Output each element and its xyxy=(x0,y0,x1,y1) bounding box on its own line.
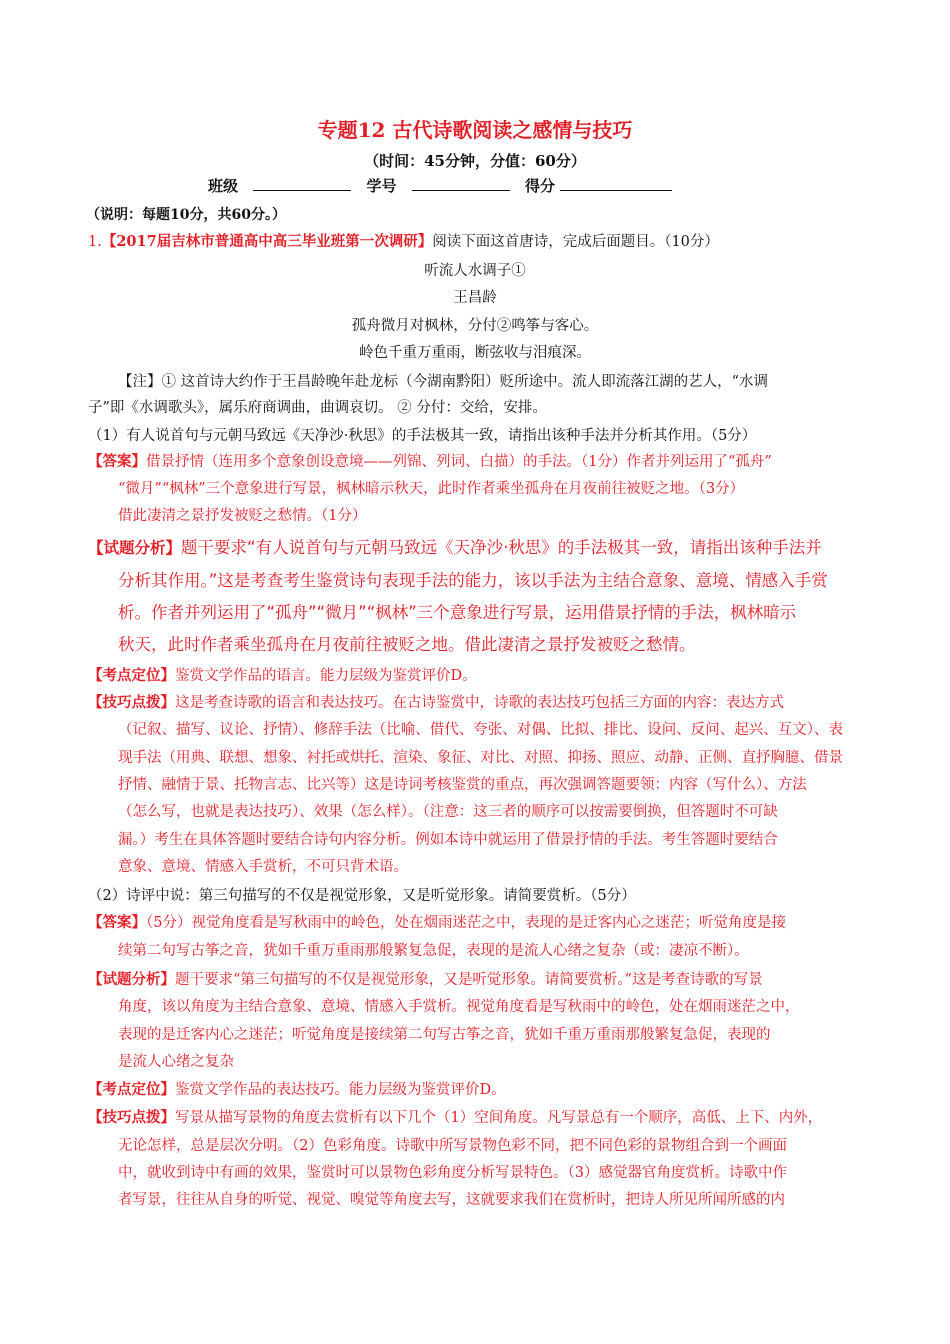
tip-text: 漏。）考生在具体答题时要结合诗句内容分析。例如本诗中就运用了借景抒情的手法。考生答题时要结合 xyxy=(118,832,778,848)
class-label: 班级 xyxy=(208,177,239,195)
poem-line-2: 岭色千重万重雨，断弦收与泪痕深。 xyxy=(359,345,591,361)
answer-text: 借景抒情（连用多个意象创设意境——列锦、列词、白描）的手法。（1分）作者并列运用了“孤舟” xyxy=(146,454,772,470)
score-blank xyxy=(560,176,672,191)
tip-tag: 【技巧点拨】 xyxy=(88,694,175,711)
answer-text: （5分）视觉角度看是写秋雨中的岭色，处在烟雨迷茫之中，表现的是迁客内心之迷茫；听觉角度是接 xyxy=(146,915,786,931)
key-point-1 xyxy=(88,664,477,685)
analysis-2 xyxy=(88,968,763,989)
analysis-text: 题干要求“有人说首句与元朝马致远《天净沙·秋思》的手法极其一致，请指出该种手法并 xyxy=(181,538,822,557)
question-number: 1. xyxy=(88,234,102,250)
instructions-note: （说明：每题10分，共60分。） xyxy=(86,207,286,223)
sub-question-1: （1）有人说首句与元朝马致远《天净沙·秋思》的手法极其一致，请指出该种手法并分析其作用。（5分） xyxy=(88,428,757,444)
answer-2 xyxy=(88,911,786,932)
key-point-2 xyxy=(88,1078,506,1099)
analysis-text: 是流人心绪之复杂 xyxy=(118,1054,234,1070)
time-score-info: （时间：45分钟，分值：60分） xyxy=(364,152,586,170)
analysis-text: 题干要求“第三句描写的不仅是视觉形象，又是听觉形象。请简要赏析。”这是考查诗歌的写景 xyxy=(175,972,763,988)
number-blank xyxy=(412,176,510,191)
class-blank xyxy=(253,176,351,191)
key-point-tag: 【考点定位】 xyxy=(88,1081,175,1098)
question-prompt: 阅读下面这首唐诗，完成后面题目。（10分） xyxy=(432,234,719,250)
tip-tag: 【技巧点拨】 xyxy=(88,1109,175,1126)
tip-2 xyxy=(88,1106,822,1127)
tip-text: 无论怎样，总是层次分明。（2）色彩角度。诗歌中所写景物色彩不同，把不同色彩的景物组合到一个画面 xyxy=(118,1138,787,1154)
tip-text: 这是考查诗歌的语言和表达技巧。在古诗鉴赏中，诗歌的表达技巧包括三方面的内容：表达方式 xyxy=(175,695,784,711)
score-label: 得分 xyxy=(524,177,555,195)
analysis-tag: 【试题分析】 xyxy=(88,538,182,557)
poem-title: 听流人水调子① xyxy=(424,263,526,279)
student-info-row xyxy=(208,175,682,196)
answer-tag: 【答案】 xyxy=(88,453,146,470)
page-title: 专题12 古代诗歌阅读之感情与技巧 xyxy=(317,118,633,142)
answer-text: 借此凄清之景抒发被贬之愁情。（1分） xyxy=(118,508,367,524)
key-point-tag: 【考点定位】 xyxy=(88,667,175,684)
question-source: 【2017届吉林市普通高中高三毕业班第一次调研】 xyxy=(101,233,433,250)
annotation-line: 【注】① 这首诗大约作于王昌龄晚年赴龙标（今湖南黔阳）贬所途中。流人即流落江湖的艺人，“水调 xyxy=(118,374,769,390)
tip-text: （怎么写，也就是表达技巧）、效果（怎么样）。（注意：这三者的顺序可以按需要倒换，但答题时不可缺 xyxy=(118,804,778,820)
tip-text: 现手法（用典、联想、想象、衬托或烘托、渲染、象征、对比、对照、抑扬、照应、动静、正侧、直抒胸臆、借景 xyxy=(118,750,843,766)
analysis-text: 表现的是迁客内心之迷茫；听觉角度是接续第二句写古筝之音，犹如千重万重雨那般繁复急促，表现的 xyxy=(118,1027,771,1043)
sub-question-2: （2）诗评中说：第三句描写的不仅是视觉形象，又是听觉形象。请简要赏析。（5分） xyxy=(88,888,636,904)
analysis-text: 秋天，此时作者乘坐孤舟在月夜前往被贬之地。借此凄清之景抒发被贬之愁情。 xyxy=(118,635,696,654)
tip-text: 意象、意境、情感入手赏析，不可只背术语。 xyxy=(118,859,408,875)
key-point-text: 鉴赏文学作品的表达技巧。能力层级为鉴赏评价D。 xyxy=(175,1082,506,1098)
analysis-tag: 【试题分析】 xyxy=(88,971,175,988)
question-1-header xyxy=(88,230,719,251)
number-label: 学号 xyxy=(366,177,397,195)
tip-1 xyxy=(88,691,784,712)
tip-text: （记叙、描写、议论、抒情）、修辞手法（比喻、借代、夸张、对偶、比拟、排比、设问、反问、起兴、互文）、表 xyxy=(118,722,843,738)
poem-line-1: 孤舟微月对枫林，分付②鸣筝与客心。 xyxy=(351,318,599,334)
tip-text: 抒情、融情于景、托物言志、比兴等）这是诗词考核鉴赏的重点，再次强调答题要领：内容（写什么）、方法 xyxy=(118,777,807,793)
tip-text: 中，就收到诗中有画的效果，鉴赏时可以景物色彩角度分析写景特色。（3）感觉器官角度赏析。诗歌中作 xyxy=(118,1165,787,1181)
answer-tag: 【答案】 xyxy=(88,914,146,931)
answer-text: 续第二句写古筝之音，犹如千重万重雨那般繁复急促，表现的是流人心绪之复杂（或：凄凉不断）。 xyxy=(118,943,749,959)
tip-text: 写景从描写景物的角度去赏析有以下几个（1）空间角度。凡写景总有一个顺序，高低、上下、内外， xyxy=(175,1110,823,1126)
analysis-text: 角度，该以角度为主结合意象、意境、情感入手赏析。视觉角度看是写秋雨中的岭色，处在烟雨迷茫之中， xyxy=(118,999,800,1015)
answer-1 xyxy=(88,450,772,471)
tip-text: 者写景，往往从自身的听觉、视觉、嗅觉等角度去写，这就要求我们在赏析时，把诗人所见所闻所感的内 xyxy=(118,1192,785,1208)
analysis-text: 析。作者并列运用了“孤舟”“微月”“枫林”三个意象进行写景，运用借景抒情的手法，枫林暗示 xyxy=(118,603,797,622)
analysis-1 xyxy=(88,534,822,558)
key-point-text: 鉴赏文学作品的语言。能力层级为鉴赏评价D。 xyxy=(175,668,477,684)
annotation-line: 子”即《水调歌头》，属乐府商调曲，曲调哀切。 ② 分付：交给，安排。 xyxy=(88,400,547,416)
poem-author: 王昌龄 xyxy=(453,290,497,306)
answer-text: “微月”“枫林”三个意象进行写景，枫林暗示秋天，此时作者乘坐孤舟在月夜前往被贬之地。（3分） xyxy=(118,481,745,497)
analysis-text: 分析其作用。”这是考查考生鉴赏诗句表现手法的能力，该以手法为主结合意象、意境、情感入手赏 xyxy=(118,571,828,590)
